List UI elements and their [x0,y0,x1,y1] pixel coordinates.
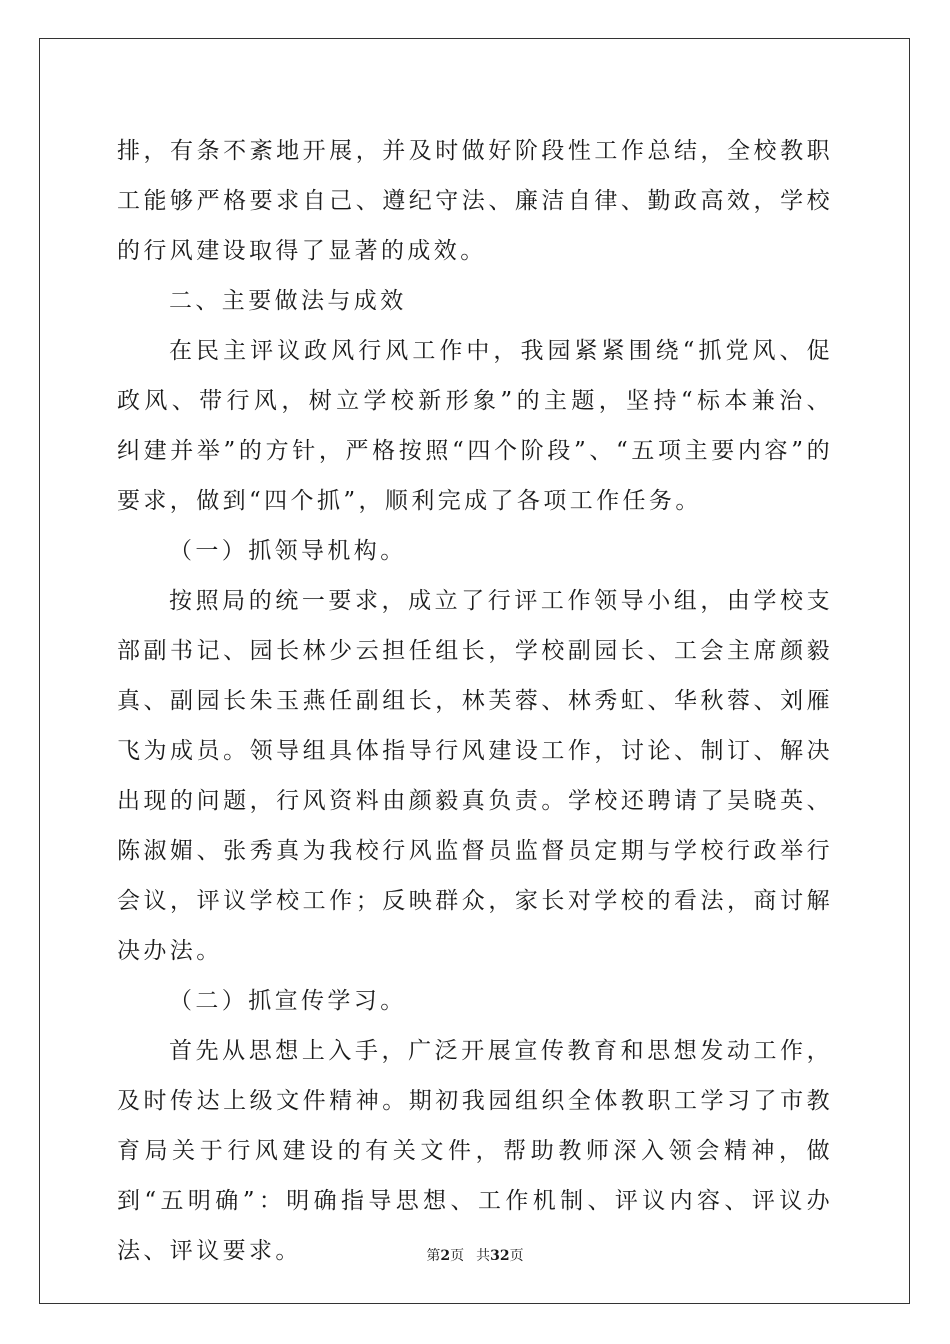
paragraph: 在民主评议政风行风工作中，我园紧紧围绕“抓党风、促政风、带行风，树立学校新形象”的主题，坚持“标本兼治、纠建并举”的方针，严格按照“四个阶段”、“五项主要内容”的要求，做到“四个抓”，顺利完成了各项工作任务。 [117,338,833,514]
paragraph: 首先从思想上入手，广泛开展宣传教育和思想发动工作，及时传达上级文件精神。期初我园组织全体教职工学习了市教育局关于行风建设的有关文件，帮助教师深入领会精神，做到“五明确”：明确指导思想、工作机制、评议内容、评议办法、评议要求。 [117,1038,833,1264]
footer-total-pages: 32 [490,1248,510,1264]
footer-total-suffix: 页 [509,1248,524,1264]
paragraph: 排，有条不紊地开展，并及时做好阶段性工作总结，全校教职工能够严格要求自己、遵纪守法、廉洁自律、勤政高效，学校的行风建设取得了显著的成效。 [117,138,833,264]
footer-page-number: 2 [440,1248,451,1264]
paragraph: 按照局的统一要求，成立了行评工作领导小组，由学校支部副书记、园长林少云担任组长，学校副园长、工会主席颜毅真、副园长朱玉燕任副组长，林芙蓉、林秀虹、华秋蓉、刘雁飞为成员。领导组具体指导行风建设工作，讨论、制订、解决出现的问题，行风资料由颜毅真负责。学校还聘请了吴晓英、陈淑媚、张秀真为我校行风监督员监督员定期与学校行政举行会议，评议学校工作；反映群众，家长对学校的看法，商讨解决办法。 [117,588,833,964]
footer-page-suffix: 页 [450,1248,465,1264]
footer-total-prefix: 共 [476,1248,491,1264]
document-body [117,126,833,1276]
page-footer [0,1246,950,1266]
footer-page-prefix: 第 [426,1248,441,1264]
subsection-heading: （一）抓领导机构。 [169,538,407,564]
subsection-heading: （二）抓宣传学习。 [169,988,407,1014]
section-heading: 二、主要做法与成效 [169,288,407,314]
